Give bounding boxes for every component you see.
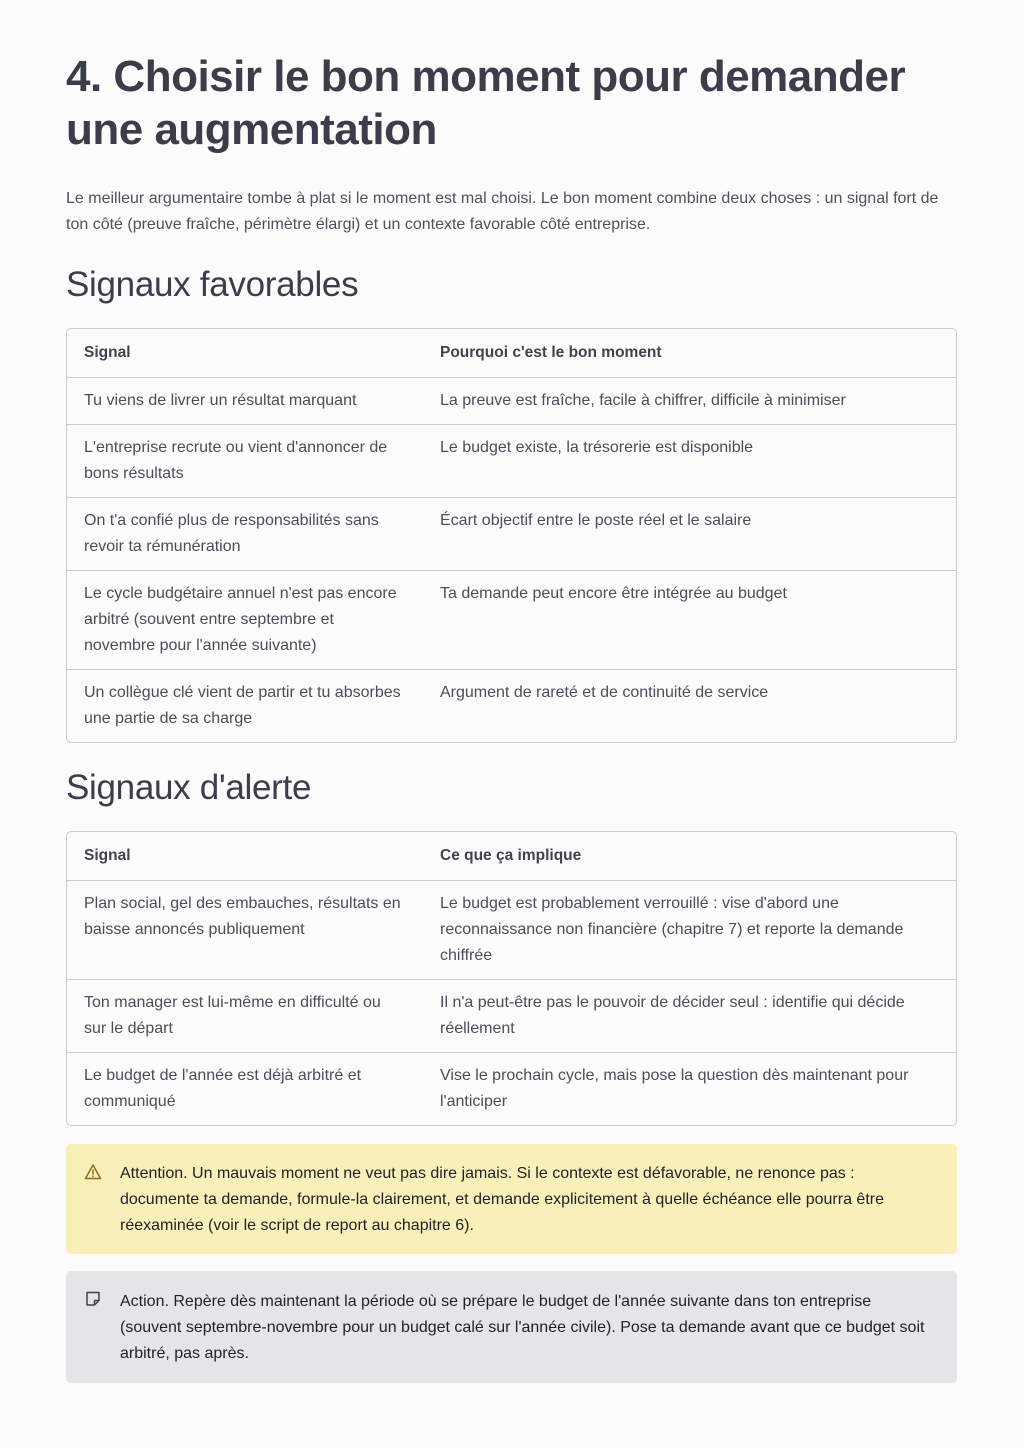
table-row: [67, 1053, 956, 1126]
warning-callout: [66, 1144, 957, 1254]
signal-cell: Tu viens de livrer un résultat marquant: [67, 378, 423, 425]
page-title: 4. Choisir le bon moment pour demander une augmentation: [66, 52, 906, 154]
table-row: [67, 498, 956, 571]
column-header: Signal: [67, 329, 423, 378]
column-header: Signal: [67, 832, 423, 881]
reason-cell: Ta demande peut encore être intégrée au budget: [423, 571, 956, 670]
reason-cell: Le budget existe, la trésorerie est disponible: [423, 425, 956, 498]
table-header-row: [67, 832, 956, 881]
implication-cell: Le budget est probablement verrouillé : vise d'abord une reconnaissance non financière (chapitre 7) et reporte la demande chiffrée: [423, 881, 956, 980]
signal-cell: Plan social, gel des embauches, résultats en baisse annoncés publiquement: [67, 881, 423, 980]
signal-cell: Ton manager est lui-même en difficulté ou sur le départ: [67, 980, 423, 1053]
table-header-row: [67, 329, 956, 378]
table-row: [67, 670, 956, 743]
note-icon: [84, 1290, 102, 1308]
signal-cell: Un collègue clé vient de partir et tu absorbes une partie de sa charge: [84, 684, 401, 727]
table-row: [67, 980, 956, 1053]
favorable-signals-heading: Signaux favorables: [66, 265, 359, 304]
intro-paragraph: Le meilleur argumentaire tombe à plat si le moment est mal choisi. Le bon moment combine deux choses : un signal fort de ton côté (preuve fraîche, périmètre élargi) et un contexte favorable côté entreprise.: [66, 190, 939, 233]
signal-cell: On t'a confié plus de responsabilités sans revoir ta rémunération: [67, 498, 423, 571]
reason-cell: Argument de rareté et de continuité de service: [440, 684, 769, 701]
column-header: Pourquoi c'est le bon moment: [423, 329, 956, 378]
table-row: [67, 425, 956, 498]
action-callout-text: Action. Repère dès maintenant la période où se prépare le budget de l'année suivante dans ton entreprise (souvent septembre-novembre pour un budget calé sur l'année civile). Pose ta demande avant que ce budget soit arbitré, pas après.: [120, 1293, 925, 1362]
alert-signals-heading: Signaux d'alerte: [66, 768, 312, 807]
alert-signals-table: [66, 831, 957, 1126]
signal-cell: Le cycle budgétaire annuel n'est pas encore arbitré (souvent entre septembre et novembre pour l'année suivante): [67, 571, 423, 670]
signal-cell: Le budget de l'année est déjà arbitré et communiqué: [84, 1067, 362, 1110]
warning-callout-text: Attention. Un mauvais moment ne veut pas dire jamais. Si le contexte est défavorable, ne renonce pas : documente ta demande, formule-la clairement, et demande explicitement à quelle échéance elle pourra être réexaminée (voir le script de report au chapitre 6).: [120, 1165, 884, 1234]
action-callout: [66, 1271, 957, 1383]
table-row: [67, 571, 956, 670]
table-row: [67, 881, 956, 980]
implication-cell: Il n'a peut-être pas le pouvoir de décider seul : identifie qui décide réellement: [423, 980, 956, 1053]
table-row: [67, 378, 956, 425]
favorable-signals-table: [66, 328, 957, 743]
warning-triangle-icon: [84, 1163, 102, 1181]
column-header: Ce que ça implique: [423, 832, 956, 881]
reason-cell: La preuve est fraîche, facile à chiffrer, difficile à minimiser: [423, 378, 956, 425]
implication-cell: Vise le prochain cycle, mais pose la question dès maintenant pour l'anticiper: [440, 1067, 909, 1110]
reason-cell: Écart objectif entre le poste réel et le salaire: [423, 498, 956, 571]
signal-cell: L'entreprise recrute ou vient d'annoncer de bons résultats: [67, 425, 423, 498]
